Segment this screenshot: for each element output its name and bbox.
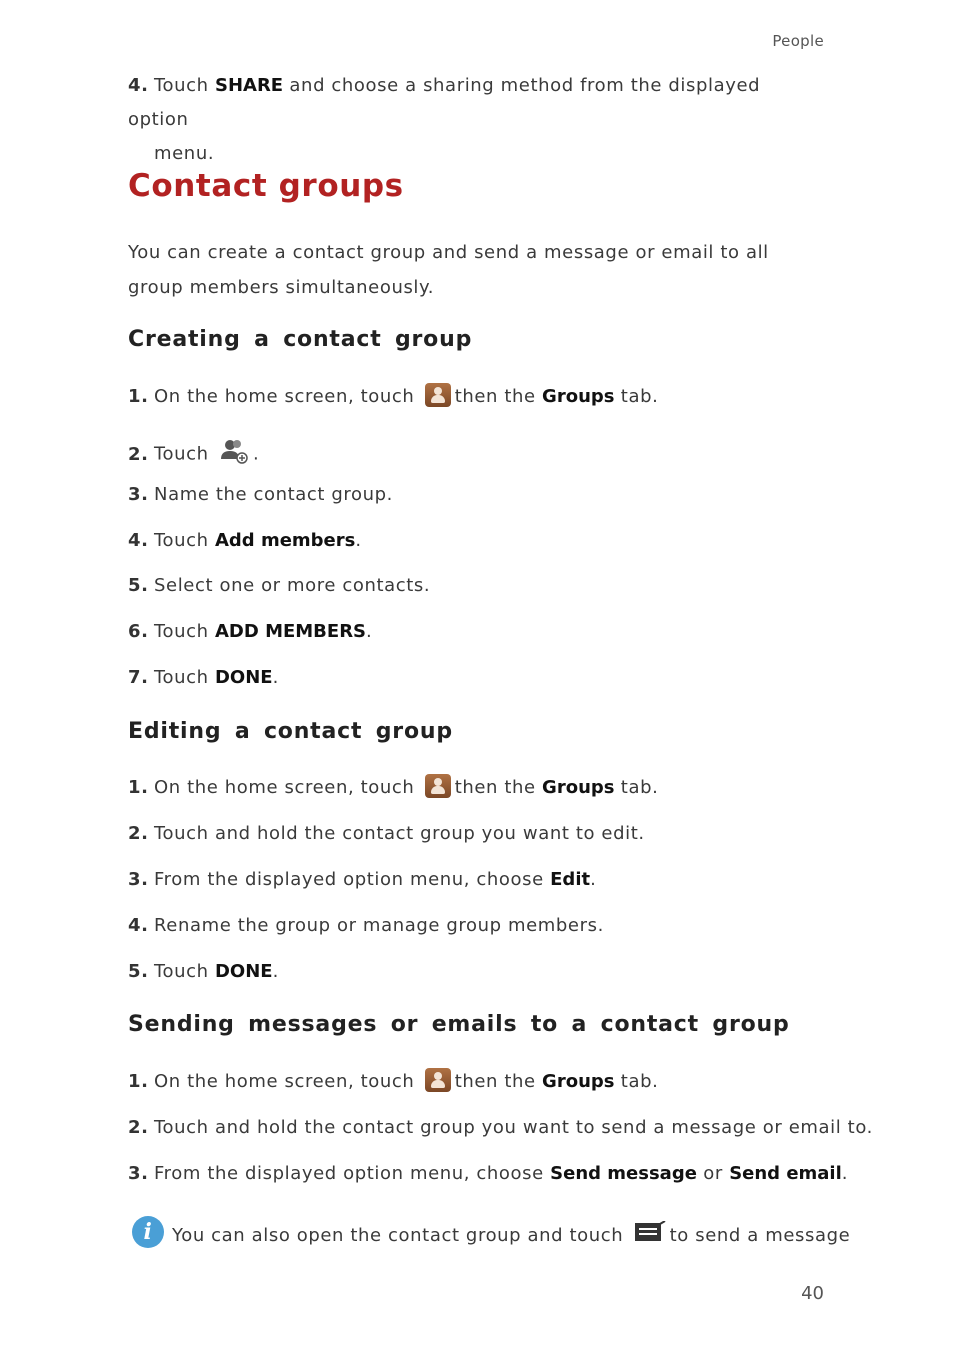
creating-step-1: 1. On the home screen, touch then the Groups tab. xyxy=(128,385,828,409)
info-icon: i xyxy=(132,1216,164,1248)
editing-step-5: 5. Touch DONE. xyxy=(128,961,279,982)
sending-step-3: 3. From the displayed option menu, choose Send message or Send email. xyxy=(128,1163,849,1184)
sending-step-1: 1. On the home screen, touch then the Groups tab. xyxy=(128,1070,828,1094)
page-number: 40 xyxy=(801,1283,824,1304)
heading-creating: Creating a contact group xyxy=(128,327,473,352)
description: You can create a contact group and send a message or email to all group members simultaneously. xyxy=(128,242,769,298)
people-app-icon xyxy=(425,774,451,798)
creating-step-6: 6. Touch ADD MEMBERS. xyxy=(128,621,373,642)
step-number: 4. xyxy=(128,75,149,96)
heading-editing: Editing a contact group xyxy=(128,719,453,744)
message-icon xyxy=(634,1223,666,1250)
editing-step-4: 4. Rename the group or manage group members. xyxy=(128,915,604,936)
intro-step: 4. Touch SHARE and choose a sharing method from the displayed option menu. xyxy=(128,69,808,171)
add-group-icon xyxy=(219,437,249,472)
creating-step-4: 4. Touch Add members. xyxy=(128,530,362,551)
creating-step-2: 2. Touch . xyxy=(128,437,828,472)
people-app-icon xyxy=(425,383,451,407)
editing-step-3: 3. From the displayed option menu, choose Edit. xyxy=(128,869,597,890)
editing-step-1: 1. On the home screen, touch then the Groups tab. xyxy=(128,776,828,800)
people-app-icon xyxy=(425,1068,451,1092)
page-title: Contact groups xyxy=(128,168,404,204)
tip-note: i You can also open the contact group and touch to send a message xyxy=(132,1220,850,1252)
running-header: People xyxy=(772,32,824,50)
creating-step-5: 5. Select one or more contacts. xyxy=(128,575,431,596)
creating-step-7: 7. Touch DONE. xyxy=(128,667,279,688)
creating-step-3: 3. Name the contact group. xyxy=(128,484,393,505)
sending-step-2: 2. Touch and hold the contact group you want to send a message or email to. xyxy=(128,1117,873,1138)
heading-sending: Sending messages or emails to a contact group xyxy=(128,1012,790,1037)
editing-step-2: 2. Touch and hold the contact group you want to edit. xyxy=(128,823,645,844)
